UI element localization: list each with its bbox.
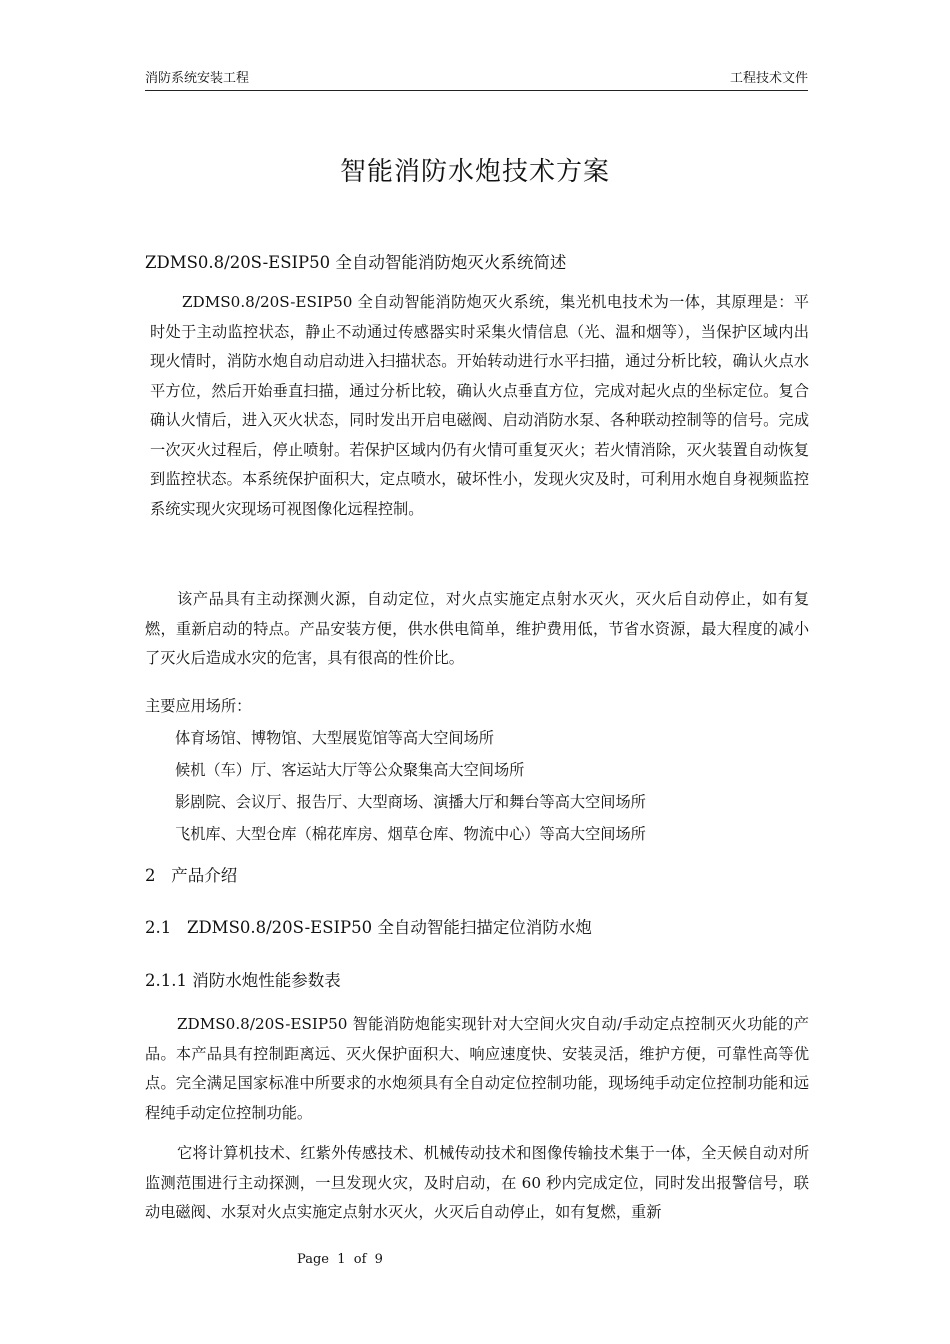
list-item: 飞机库、大型仓库（棉花库房、烟草仓库、物流中心）等高大空间场所 bbox=[175, 825, 646, 843]
intro-paragraph-1: ZDMS0.8/20S-ESIP50 全自动智能消防炮灭火系统，集光机电技术为一体，其原理是：平时处于主动监控状态，静止不动通过传感器实时采集火情信息（光、温和烟等），当保护区域内出现火情时，消防水炮自动启动进入扫描状态。开始转动进行水平扫描，通过分析比较，确认火点水平方位，然后开始垂直扫描，通过分析比较，确认火点垂直方位，完成对起火点的坐标定位。复合确认火情后，进入灭火状态，同时发出开启电磁阀、启动消防水泵、各种联动控制等的信号。完成一次灭火过程后，停止喷射。若保护区域内仍有火情可重复灭火；若火情消除，灭火装置自动恢复到监控状态。本系统保护面积大，定点喷水，破坏性小，发现火灾及时，可利用水炮自身视频监控系统实现火灾现场可视图像化远程控制。 bbox=[150, 293, 809, 518]
product-paragraph-1: ZDMS0.8/20S-ESIP50 智能消防炮能实现针对大空间火灾自动/手动定点控制灭火功能的产品。本产品具有控制距离远、灭火保护面积大、响应速度快、安装灵活，维护方便，可靠性高等优点。完全满足国家标准中所要求的水炮须具有全自动定位控制功能，现场纯手动定位控制功能和远程纯手动定位控制功能。 bbox=[145, 1015, 809, 1122]
header-left-text: 消防系统安装工程 bbox=[145, 71, 250, 86]
document-title: 智能消防水炮技术方案 bbox=[339, 157, 610, 187]
applications-label: 主要应用场所： bbox=[145, 697, 252, 715]
section-2-1-1-heading: 2.1.1 消防水炮性能参数表 bbox=[145, 971, 341, 990]
section-intro-heading: ZDMS0.8/20S-ESIP50 全自动智能消防炮灭火系统简述 bbox=[145, 253, 567, 272]
list-item: 影剧院、会议厅、报告厅、大型商场、演播大厅和舞台等高大空间场所 bbox=[175, 793, 646, 811]
applications-list bbox=[145, 690, 646, 850]
page-footer: Page 1 of 9 bbox=[297, 1252, 383, 1267]
intro-paragraph-2: 该产品具有主动探测火源，自动定位，对火点实施定点射水灭火，灭火后自动停止，如有复燃，重新启动的特点。产品安装方便，供水供电简单，维护费用低，节省水资源，最大程度的减小了灭火后造成水灾的危害，具有很高的性价比。 bbox=[145, 590, 809, 667]
list-item: 体育场馆、博物馆、大型展览馆等高大空间场所 bbox=[175, 729, 494, 747]
header-right-text: 工程技术文件 bbox=[729, 71, 808, 86]
section-2-heading: 2 产品介绍 bbox=[145, 866, 238, 885]
list-item: 候机（车）厅、客运站大厅等公众聚集高大空间场所 bbox=[175, 761, 525, 779]
product-paragraph-2: 它将计算机技术、红紫外传感技术、机械传动技术和图像传输技术集于一体，全天候自动对所监测范围进行主动探测，一旦发现火灾，及时启动，在 60 秒内完成定位，同时发出报警信号，联动电磁阀、水泵对火点实施定点射水灭火，火灭后自动停止，如有复燃，重新 bbox=[145, 1144, 809, 1221]
section-2-1-heading: 2.1 ZDMS0.8/20S-ESIP50 全自动智能扫描定位消防水炮 bbox=[145, 918, 592, 937]
page-header bbox=[145, 72, 808, 91]
